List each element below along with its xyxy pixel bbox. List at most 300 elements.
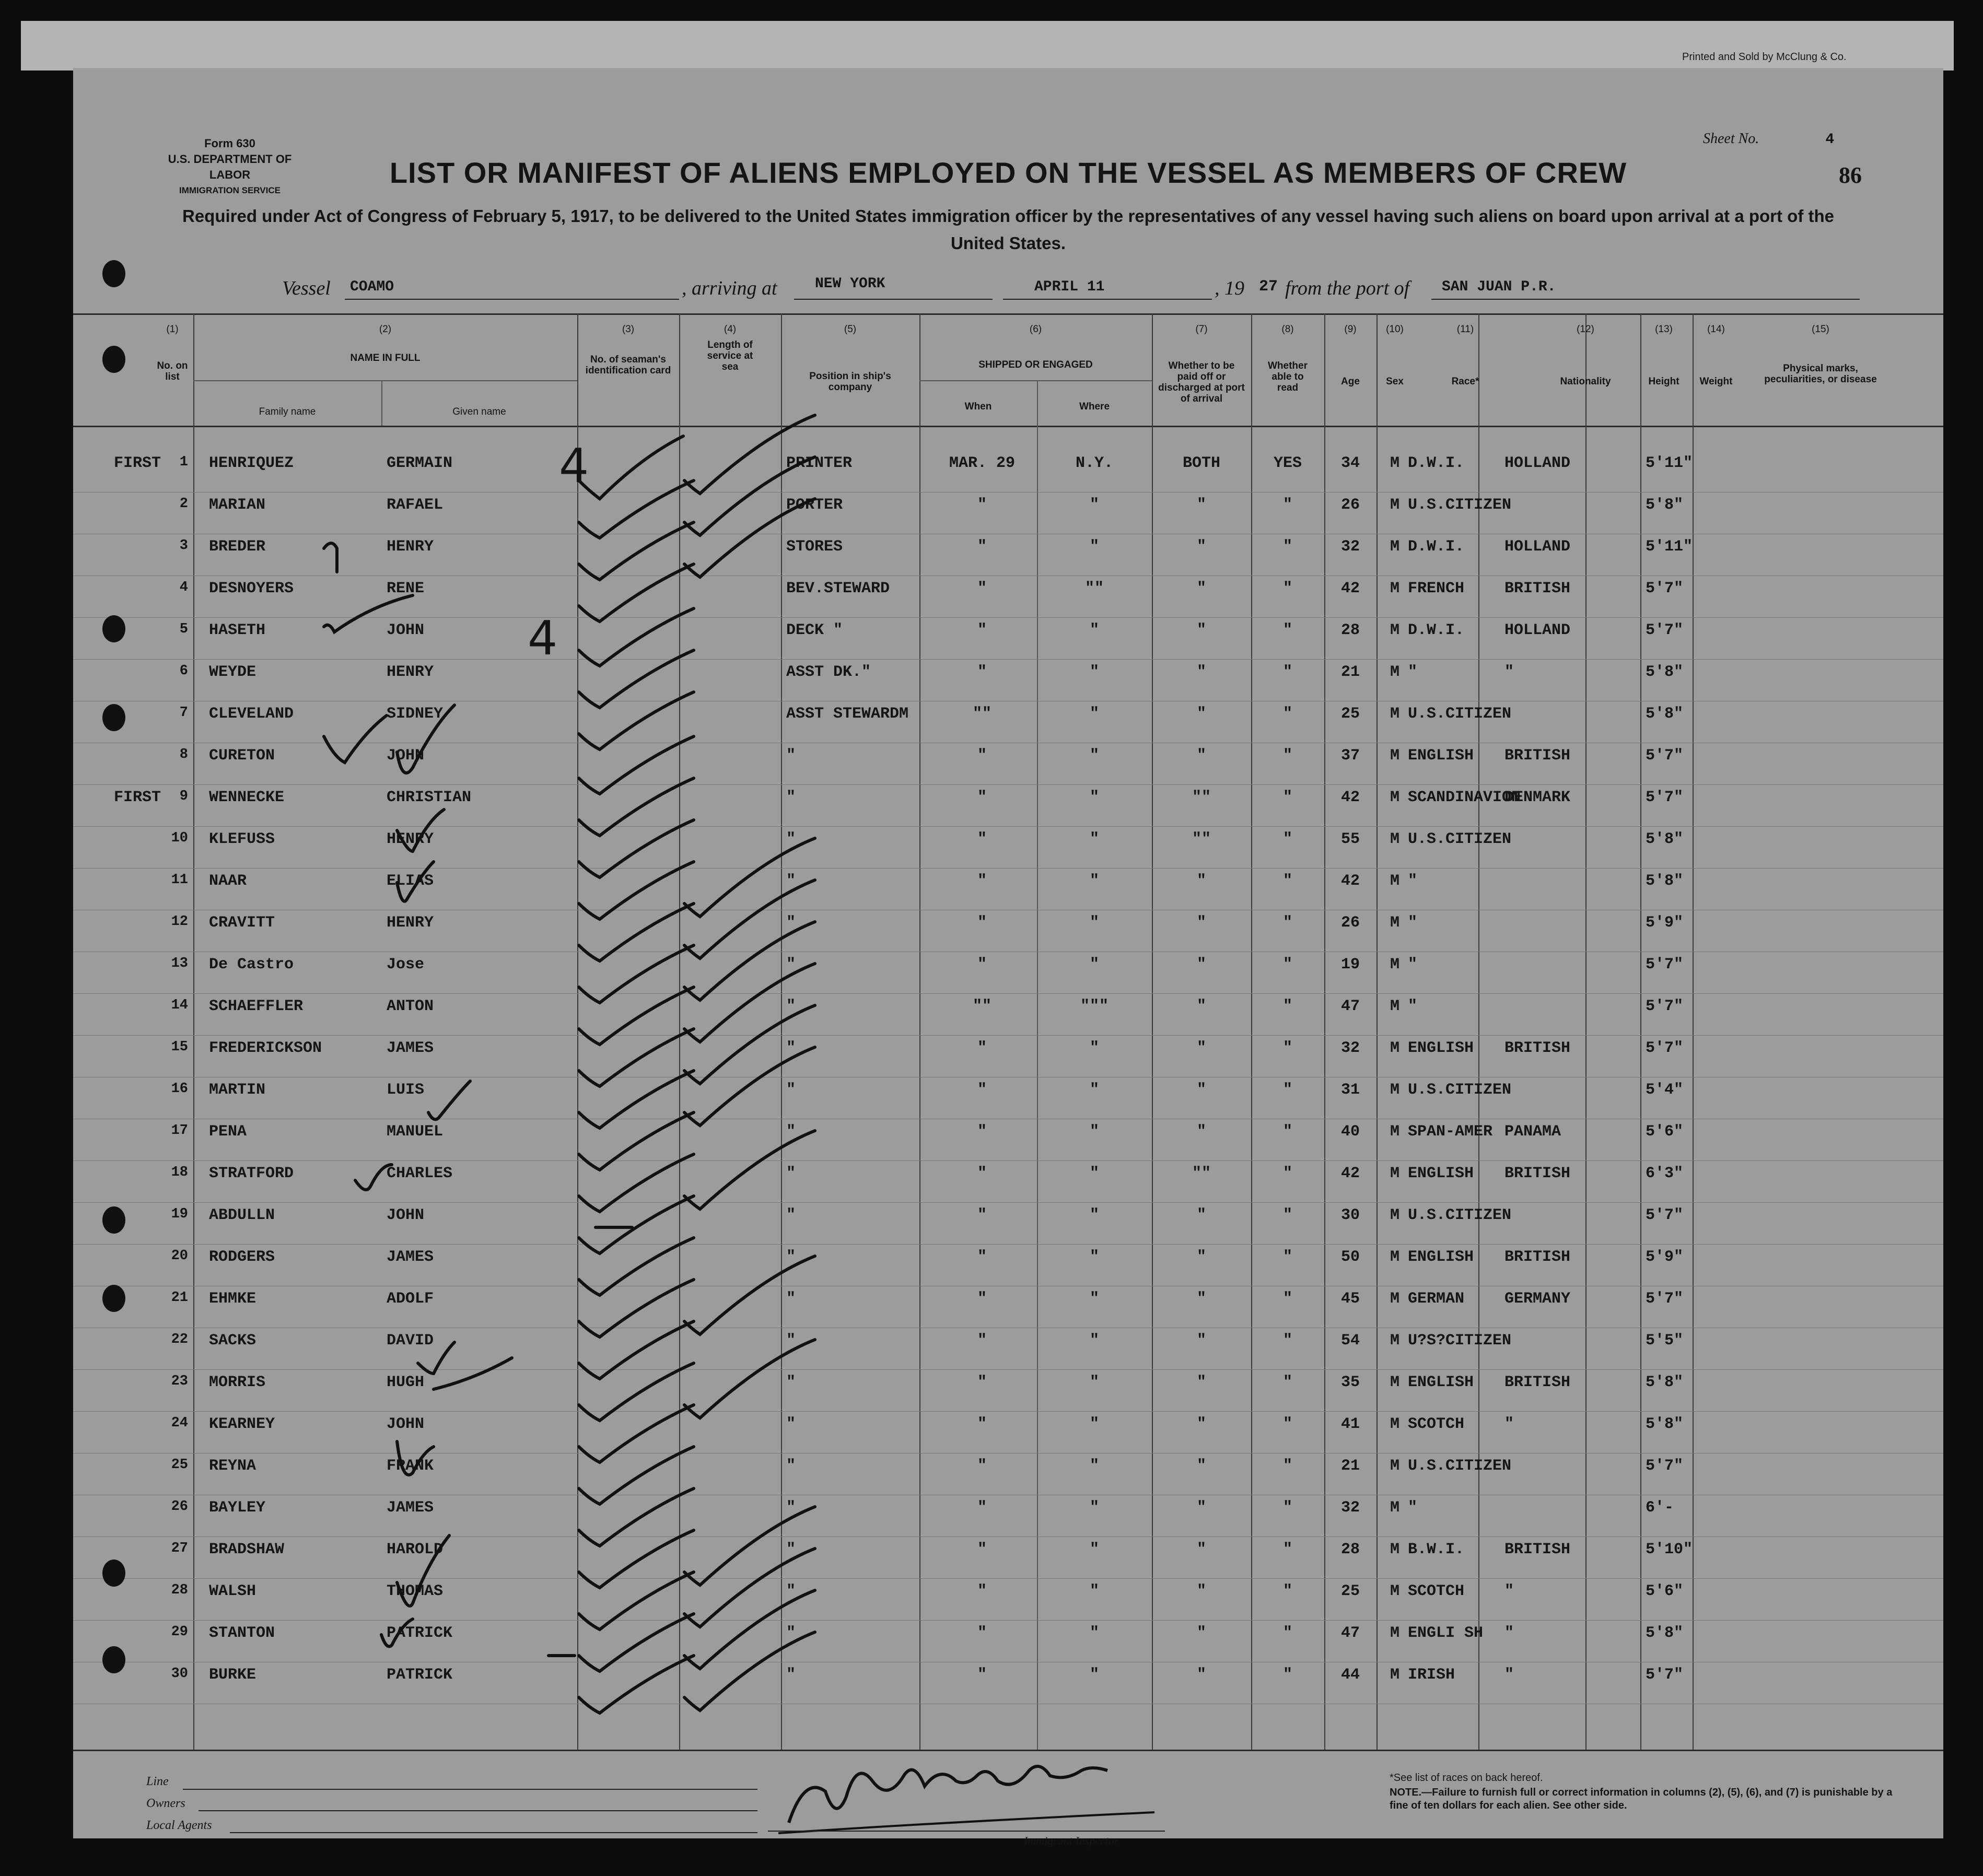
cell-where: " bbox=[1089, 1624, 1099, 1642]
cell-where: " bbox=[1089, 1039, 1099, 1057]
cell-paid: " bbox=[1196, 1248, 1206, 1266]
cell-read: " bbox=[1282, 622, 1292, 639]
row-number: 25 bbox=[171, 1457, 188, 1473]
cell-paid: "" bbox=[1192, 830, 1211, 848]
cell-read: " bbox=[1282, 747, 1292, 765]
cell-where: " bbox=[1089, 496, 1099, 514]
cell-read: " bbox=[1282, 1666, 1292, 1684]
cell-height: 5'7" bbox=[1646, 1039, 1684, 1057]
cell-race: " bbox=[1408, 1499, 1418, 1517]
cell-family: REYNA bbox=[209, 1457, 256, 1475]
cell-given: HENRY bbox=[387, 914, 434, 932]
cell-family: BAYLEY bbox=[209, 1499, 266, 1517]
cell-family: EHMKE bbox=[209, 1290, 256, 1308]
cell-when: " bbox=[977, 872, 987, 890]
cell-age: 41 bbox=[1340, 1415, 1360, 1433]
cell-height: 5'7" bbox=[1646, 1290, 1684, 1308]
cell-position: PORTER bbox=[786, 496, 843, 514]
cell-sex: M bbox=[1390, 789, 1399, 806]
check-mark bbox=[684, 1256, 815, 1334]
cell-sex: M bbox=[1390, 1374, 1399, 1391]
check-mark bbox=[684, 1507, 815, 1585]
cell-where: " bbox=[1089, 1206, 1099, 1224]
binder-hole bbox=[102, 704, 125, 731]
row-number: 26 bbox=[171, 1499, 188, 1515]
sheet-number-value: 4 bbox=[1825, 132, 1835, 148]
cell-where: " bbox=[1089, 663, 1099, 681]
cell-read: " bbox=[1282, 1165, 1292, 1182]
cell-sex: M bbox=[1390, 747, 1399, 765]
cell-family: DESNOYERS bbox=[209, 580, 294, 597]
cell-position: " bbox=[786, 747, 796, 765]
cell-given: JAMES bbox=[387, 1039, 434, 1057]
binder-hole bbox=[102, 1206, 125, 1234]
cell-height: 5'8" bbox=[1646, 496, 1684, 514]
name-check bbox=[428, 1081, 470, 1119]
cell-age: 40 bbox=[1340, 1123, 1360, 1141]
cell-nationality: BRITISH bbox=[1504, 1039, 1571, 1057]
cell-age: 45 bbox=[1340, 1290, 1360, 1308]
cell-position: " bbox=[786, 789, 796, 806]
cell-age: 42 bbox=[1340, 872, 1360, 890]
cell-when: "" bbox=[972, 705, 992, 723]
check-mark bbox=[579, 564, 694, 622]
cell-read: " bbox=[1282, 1290, 1292, 1308]
col5-header: Position in ship's company bbox=[809, 371, 891, 393]
cell-read: " bbox=[1282, 1624, 1292, 1642]
cell-nationality: BRITISH bbox=[1504, 747, 1571, 765]
cell-age: 50 bbox=[1340, 1248, 1360, 1266]
binder-hole bbox=[102, 1560, 125, 1587]
cell-race: SPAN-AMER bbox=[1408, 1123, 1493, 1141]
cell-given: THOMAS bbox=[387, 1582, 444, 1600]
cell-when: " bbox=[977, 538, 987, 556]
cell-height: 5'8" bbox=[1646, 1415, 1684, 1433]
cell-sex: M bbox=[1390, 1499, 1399, 1517]
cell-height: 6'- bbox=[1646, 1499, 1674, 1517]
cell-position: " bbox=[786, 1248, 796, 1266]
cell-paid: " bbox=[1196, 956, 1206, 974]
cell-when: "" bbox=[972, 998, 992, 1015]
cell-where: " bbox=[1089, 1582, 1099, 1600]
cell-family: NAAR bbox=[209, 872, 247, 890]
cell-nationality: " bbox=[1504, 1666, 1514, 1684]
col3-number: (3) bbox=[622, 324, 635, 335]
check-mark bbox=[684, 415, 815, 494]
document-subtitle: Required under Act of Congress of February 5, 1917, to be delivered to the United States immigration officer by the representatives of any vessel having such aliens on board upon arrival at a port of the United States. bbox=[182, 206, 1834, 253]
cell-where: " bbox=[1089, 1415, 1099, 1433]
cell-paid: " bbox=[1196, 1457, 1206, 1475]
cell-age: 32 bbox=[1340, 1039, 1360, 1057]
cell-family: FREDERICKSON bbox=[209, 1039, 322, 1057]
sheet-number-label: Sheet No. bbox=[1703, 131, 1759, 147]
cell-age: 37 bbox=[1340, 747, 1360, 765]
cell-read: " bbox=[1282, 1582, 1292, 1600]
cell-position: " bbox=[786, 1582, 796, 1600]
row-number: 14 bbox=[171, 998, 188, 1013]
col9-number: (9) bbox=[1344, 324, 1357, 335]
cell-sex: M bbox=[1390, 1624, 1399, 1642]
row-number: 15 bbox=[171, 1039, 188, 1055]
cell-sex: M bbox=[1390, 1039, 1399, 1057]
row-number: 29 bbox=[171, 1624, 188, 1640]
cell-when: " bbox=[977, 1332, 987, 1350]
cell-where: " bbox=[1089, 1666, 1099, 1684]
col6-number: (6) bbox=[1029, 324, 1042, 335]
cell-position: " bbox=[786, 1666, 796, 1684]
cell-when: " bbox=[977, 1582, 987, 1600]
row-number: 20 bbox=[171, 1248, 188, 1264]
vessel-label: Vessel bbox=[282, 277, 331, 299]
cell-height: 5'7" bbox=[1646, 580, 1684, 597]
col2b-header: Given name bbox=[452, 406, 506, 417]
name-check bbox=[397, 862, 434, 901]
cell-sex: M bbox=[1390, 1415, 1399, 1433]
cell-paid: " bbox=[1196, 998, 1206, 1015]
check-mark bbox=[684, 1632, 815, 1710]
vessel-name: COAMO bbox=[350, 279, 394, 295]
cell-race: GERMAN bbox=[1408, 1290, 1465, 1308]
cell-read: " bbox=[1282, 1499, 1292, 1517]
cell-height: 5'6" bbox=[1646, 1123, 1684, 1141]
cell-position: " bbox=[786, 1332, 796, 1350]
cell-given: RAFAEL bbox=[387, 496, 444, 514]
cell-family: MORRIS bbox=[209, 1374, 266, 1391]
col3-header: No. of seaman's identification card bbox=[585, 354, 671, 376]
cell-height: 5'7" bbox=[1646, 956, 1684, 974]
cell-read: " bbox=[1282, 998, 1292, 1015]
cell-family: SCHAEFFLER bbox=[209, 998, 304, 1015]
inspector-label: Immigrant Inspector. bbox=[1024, 1834, 1121, 1847]
cell-height: 5'10" bbox=[1646, 1541, 1693, 1558]
row-number: 5 bbox=[179, 622, 188, 637]
col11-header: Race* bbox=[1451, 376, 1479, 387]
cell-sex: M bbox=[1390, 830, 1399, 848]
cell-paid: " bbox=[1196, 914, 1206, 932]
check-mark bbox=[684, 1590, 815, 1669]
row-margin-note: FIRST bbox=[114, 789, 161, 806]
races-footnote: *See list of races on back hereof. bbox=[1390, 1772, 1543, 1784]
cell-age: 44 bbox=[1340, 1666, 1360, 1684]
cell-race: SCOTCH bbox=[1408, 1582, 1465, 1600]
cell-where: N.Y. bbox=[1075, 454, 1113, 472]
name-check bbox=[324, 716, 387, 763]
cell-race: U.S.CITIZEN bbox=[1408, 1081, 1512, 1099]
cell-when: " bbox=[977, 789, 987, 806]
cell-when: " bbox=[977, 1165, 987, 1182]
cell-race: " bbox=[1408, 872, 1418, 890]
cell-height: 6'3" bbox=[1646, 1165, 1684, 1182]
cell-where: " bbox=[1089, 1081, 1099, 1099]
cell-paid: "" bbox=[1192, 1165, 1211, 1182]
cell-nationality: PANAMA bbox=[1504, 1123, 1561, 1141]
cell-race: ENGLI SH bbox=[1408, 1624, 1484, 1642]
cell-paid: " bbox=[1196, 1541, 1206, 1558]
cell-family: WALSH bbox=[209, 1582, 256, 1600]
cell-given: JAMES bbox=[387, 1499, 434, 1517]
cell-position: " bbox=[786, 1165, 796, 1182]
line-underline bbox=[183, 1789, 757, 1790]
cell-nationality: BRITISH bbox=[1504, 1541, 1571, 1558]
cell-paid: " bbox=[1196, 622, 1206, 639]
cell-height: 5'7" bbox=[1646, 622, 1684, 639]
cell-position: " bbox=[786, 1123, 796, 1141]
cell-age: 19 bbox=[1340, 956, 1360, 974]
check-mark bbox=[684, 457, 815, 535]
cell-family: SACKS bbox=[209, 1332, 256, 1350]
cell-family: BRADSHAW bbox=[209, 1541, 285, 1558]
cell-paid: " bbox=[1196, 1290, 1206, 1308]
cell-sex: M bbox=[1390, 580, 1399, 597]
cell-where: " bbox=[1089, 1165, 1099, 1182]
cell-race: SCOTCH bbox=[1408, 1415, 1465, 1433]
col10-header: Sex bbox=[1386, 376, 1404, 387]
cell-nationality: HOLLAND bbox=[1504, 538, 1571, 556]
cell-position: " bbox=[786, 1206, 796, 1224]
local-agents-label: Local Agents bbox=[146, 1819, 212, 1832]
inspector-underline bbox=[768, 1831, 1165, 1832]
cell-read: " bbox=[1282, 1415, 1292, 1433]
binder-hole bbox=[102, 346, 125, 373]
cell-when: " bbox=[977, 1374, 987, 1391]
cell-race: ENGLISH bbox=[1408, 1374, 1474, 1391]
cell-race: ENGLISH bbox=[1408, 1039, 1474, 1057]
cell-where: " bbox=[1089, 622, 1099, 639]
cell-race: SCANDINAVION bbox=[1408, 789, 1521, 806]
binder-hole bbox=[102, 1285, 125, 1312]
col9-header: Age bbox=[1341, 376, 1360, 387]
col1-number: (1) bbox=[166, 324, 179, 335]
cell-height: 5'9" bbox=[1646, 914, 1684, 932]
row-number: 24 bbox=[171, 1415, 188, 1431]
cell-position: STORES bbox=[786, 538, 843, 556]
cell-when: " bbox=[977, 1666, 987, 1684]
cell-position: " bbox=[786, 914, 796, 932]
cell-where: " bbox=[1089, 1374, 1099, 1391]
cell-read: " bbox=[1282, 1039, 1292, 1057]
name-check bbox=[397, 810, 444, 851]
col13-number: (13) bbox=[1655, 324, 1673, 335]
col1-header: No. on list bbox=[157, 360, 188, 382]
cell-position: " bbox=[786, 1039, 796, 1057]
paper-top-strip bbox=[21, 21, 1954, 71]
cell-sex: M bbox=[1390, 1081, 1399, 1099]
row-number: 27 bbox=[171, 1541, 188, 1556]
cell-given: ADOLF bbox=[387, 1290, 434, 1308]
cell-where: """ bbox=[1080, 998, 1109, 1015]
cell-given: Jose bbox=[387, 956, 425, 974]
cell-given: GERMAIN bbox=[387, 454, 453, 472]
cell-race: ENGLISH bbox=[1408, 1165, 1474, 1182]
name-check bbox=[397, 1441, 434, 1475]
cell-family: De Castro bbox=[209, 956, 294, 974]
cell-sex: M bbox=[1390, 538, 1399, 556]
cell-race: FRENCH bbox=[1408, 580, 1465, 597]
col13-header: Height bbox=[1648, 376, 1679, 387]
binder-hole bbox=[102, 260, 125, 287]
form-number: Form 630 bbox=[204, 137, 255, 150]
cell-family: BURKE bbox=[209, 1666, 256, 1684]
cell-age: 28 bbox=[1340, 1541, 1360, 1558]
agents-underline bbox=[230, 1832, 757, 1833]
cell-sex: M bbox=[1390, 1541, 1399, 1558]
cell-read: " bbox=[1282, 872, 1292, 890]
cell-age: 35 bbox=[1340, 1374, 1360, 1391]
row-number: 19 bbox=[171, 1206, 188, 1222]
col4-header: Length of service at sea bbox=[707, 339, 753, 372]
row-number: 21 bbox=[171, 1290, 188, 1306]
penalty-note: NOTE.—Failure to furnish full or correct information in columns (2), (5), (6), and (7) is punishable by a fine of ten dollars for each alien. See other side. bbox=[1390, 1787, 1893, 1811]
arrival-year: 27 bbox=[1259, 278, 1278, 296]
cell-sex: M bbox=[1390, 1206, 1399, 1224]
cell-height: 5'9" bbox=[1646, 1248, 1684, 1266]
cell-read: " bbox=[1282, 956, 1292, 974]
arrival-port: NEW YORK bbox=[815, 276, 885, 292]
cell-when: " bbox=[977, 580, 987, 597]
cell-where: " bbox=[1089, 1332, 1099, 1350]
cell-sex: M bbox=[1390, 1666, 1399, 1684]
cell-read: " bbox=[1282, 580, 1292, 597]
row-number: 8 bbox=[179, 747, 188, 763]
cell-age: 30 bbox=[1340, 1206, 1360, 1224]
cell-where: " bbox=[1089, 789, 1099, 806]
binder-hole bbox=[102, 615, 125, 642]
row-number: 18 bbox=[171, 1165, 188, 1180]
cell-family: MARTIN bbox=[209, 1081, 266, 1099]
cell-paid: " bbox=[1196, 872, 1206, 890]
cell-given: JOHN bbox=[387, 1206, 425, 1224]
cell-when: " bbox=[977, 1457, 987, 1475]
cell-height: 5'7" bbox=[1646, 1666, 1684, 1684]
cell-when: " bbox=[977, 1123, 987, 1141]
cell-paid: " bbox=[1196, 705, 1206, 723]
cell-sex: M bbox=[1390, 496, 1399, 514]
col10-number: (10) bbox=[1386, 324, 1404, 335]
cell-paid: " bbox=[1196, 496, 1206, 514]
col7-header: Whether to be paid off or discharged at port of arrival bbox=[1158, 360, 1245, 404]
cell-height: 5'8" bbox=[1646, 663, 1684, 681]
cell-read: " bbox=[1282, 538, 1292, 556]
cell-position: " bbox=[786, 1457, 796, 1475]
margin-note-row1: 4 bbox=[559, 439, 589, 494]
cell-age: 32 bbox=[1340, 538, 1360, 556]
cell-where: " bbox=[1089, 705, 1099, 723]
cell-nationality: " bbox=[1504, 1624, 1514, 1642]
cell-when: " bbox=[977, 747, 987, 765]
from-port-label: from the port of bbox=[1285, 277, 1410, 299]
cell-height: 5'7" bbox=[1646, 747, 1684, 765]
cell-height: 5'8" bbox=[1646, 872, 1684, 890]
cell-sex: M bbox=[1390, 1165, 1399, 1182]
cell-position: ASST STEWARDM bbox=[786, 705, 909, 723]
cell-race: D.W.I. bbox=[1408, 454, 1465, 472]
cell-where: " bbox=[1089, 914, 1099, 932]
cell-given: ELIAS bbox=[387, 872, 434, 890]
cell-given: PATRICK bbox=[387, 1666, 453, 1684]
cell-height: 5'4" bbox=[1646, 1081, 1684, 1099]
row-number: 22 bbox=[171, 1332, 188, 1347]
check-mark bbox=[579, 436, 683, 499]
cell-read: " bbox=[1282, 1123, 1292, 1141]
cell-height: 5'11" bbox=[1646, 538, 1693, 556]
cell-age: 26 bbox=[1340, 914, 1360, 932]
cell-age: 25 bbox=[1340, 705, 1360, 723]
cell-paid: "" bbox=[1192, 789, 1211, 806]
cell-paid: " bbox=[1196, 1332, 1206, 1350]
cell-race: IRISH bbox=[1408, 1666, 1455, 1684]
cell-age: 42 bbox=[1340, 789, 1360, 806]
check-mark bbox=[684, 922, 815, 1000]
row-number: 2 bbox=[179, 496, 188, 512]
cell-when: " bbox=[977, 1206, 987, 1224]
cell-read: " bbox=[1282, 789, 1292, 806]
cell-position: " bbox=[786, 998, 796, 1015]
row-number: 10 bbox=[171, 830, 188, 846]
cell-sex: M bbox=[1390, 705, 1399, 723]
cell-where: " bbox=[1089, 1123, 1099, 1141]
cell-read: " bbox=[1282, 1541, 1292, 1558]
cell-where: " bbox=[1089, 538, 1099, 556]
check-mark bbox=[684, 1131, 815, 1209]
document-title: LIST OR MANIFEST OF ALIENS EMPLOYED ON THE VESSEL AS MEMBERS OF CREW bbox=[389, 156, 1627, 189]
arriving-label: , arriving at bbox=[682, 277, 777, 299]
cell-when: " bbox=[977, 1415, 987, 1433]
cell-paid: " bbox=[1196, 1374, 1206, 1391]
cell-age: 32 bbox=[1340, 1499, 1360, 1517]
year-label: , 19 bbox=[1215, 277, 1244, 299]
cell-paid: " bbox=[1196, 1666, 1206, 1684]
cell-position: " bbox=[786, 956, 796, 974]
cell-paid: " bbox=[1196, 663, 1206, 681]
cell-race: U.S.CITIZEN bbox=[1408, 1457, 1512, 1475]
cell-given: JAMES bbox=[387, 1248, 434, 1266]
cell-age: 47 bbox=[1340, 998, 1360, 1015]
cell-read: YES bbox=[1273, 454, 1302, 472]
cell-position: " bbox=[786, 1541, 796, 1558]
cell-race: ENGLISH bbox=[1408, 747, 1474, 765]
footer-rule bbox=[73, 1750, 1943, 1751]
cell-position: " bbox=[786, 1624, 796, 1642]
check-mark bbox=[684, 1047, 815, 1125]
row-number: 28 bbox=[171, 1582, 188, 1598]
cell-given: PATRICK bbox=[387, 1624, 453, 1642]
cell-paid: " bbox=[1196, 538, 1206, 556]
col7-number: (7) bbox=[1195, 324, 1208, 335]
cell-family: WENNECKE bbox=[209, 789, 285, 806]
service-name: IMMIGRATION SERVICE bbox=[179, 185, 281, 195]
col2-header: NAME IN FULL bbox=[350, 353, 421, 364]
row-number: 13 bbox=[171, 956, 188, 971]
cell-given: JOHN bbox=[387, 747, 425, 765]
cell-sex: M bbox=[1390, 872, 1399, 890]
cell-paid: BOTH bbox=[1182, 454, 1220, 472]
cell-where: " bbox=[1089, 956, 1099, 974]
cell-family: STRATFORD bbox=[209, 1165, 294, 1182]
cell-family: PENA bbox=[209, 1123, 247, 1141]
cell-read: " bbox=[1282, 830, 1292, 848]
cell-read: " bbox=[1282, 1248, 1292, 1266]
cell-given: SIDNEY bbox=[387, 705, 444, 723]
col2a-header: Family name bbox=[259, 406, 316, 417]
cell-height: 5'7" bbox=[1646, 1206, 1684, 1224]
row-margin-note: FIRST bbox=[114, 454, 161, 472]
manifest-sheet bbox=[73, 68, 1943, 1847]
cell-sex: M bbox=[1390, 998, 1399, 1015]
cell-race: U.S.CITIZEN bbox=[1408, 496, 1512, 514]
cell-when: " bbox=[977, 663, 987, 681]
page-number: 86 bbox=[1839, 162, 1862, 188]
cell-given: DAVID bbox=[387, 1332, 434, 1350]
